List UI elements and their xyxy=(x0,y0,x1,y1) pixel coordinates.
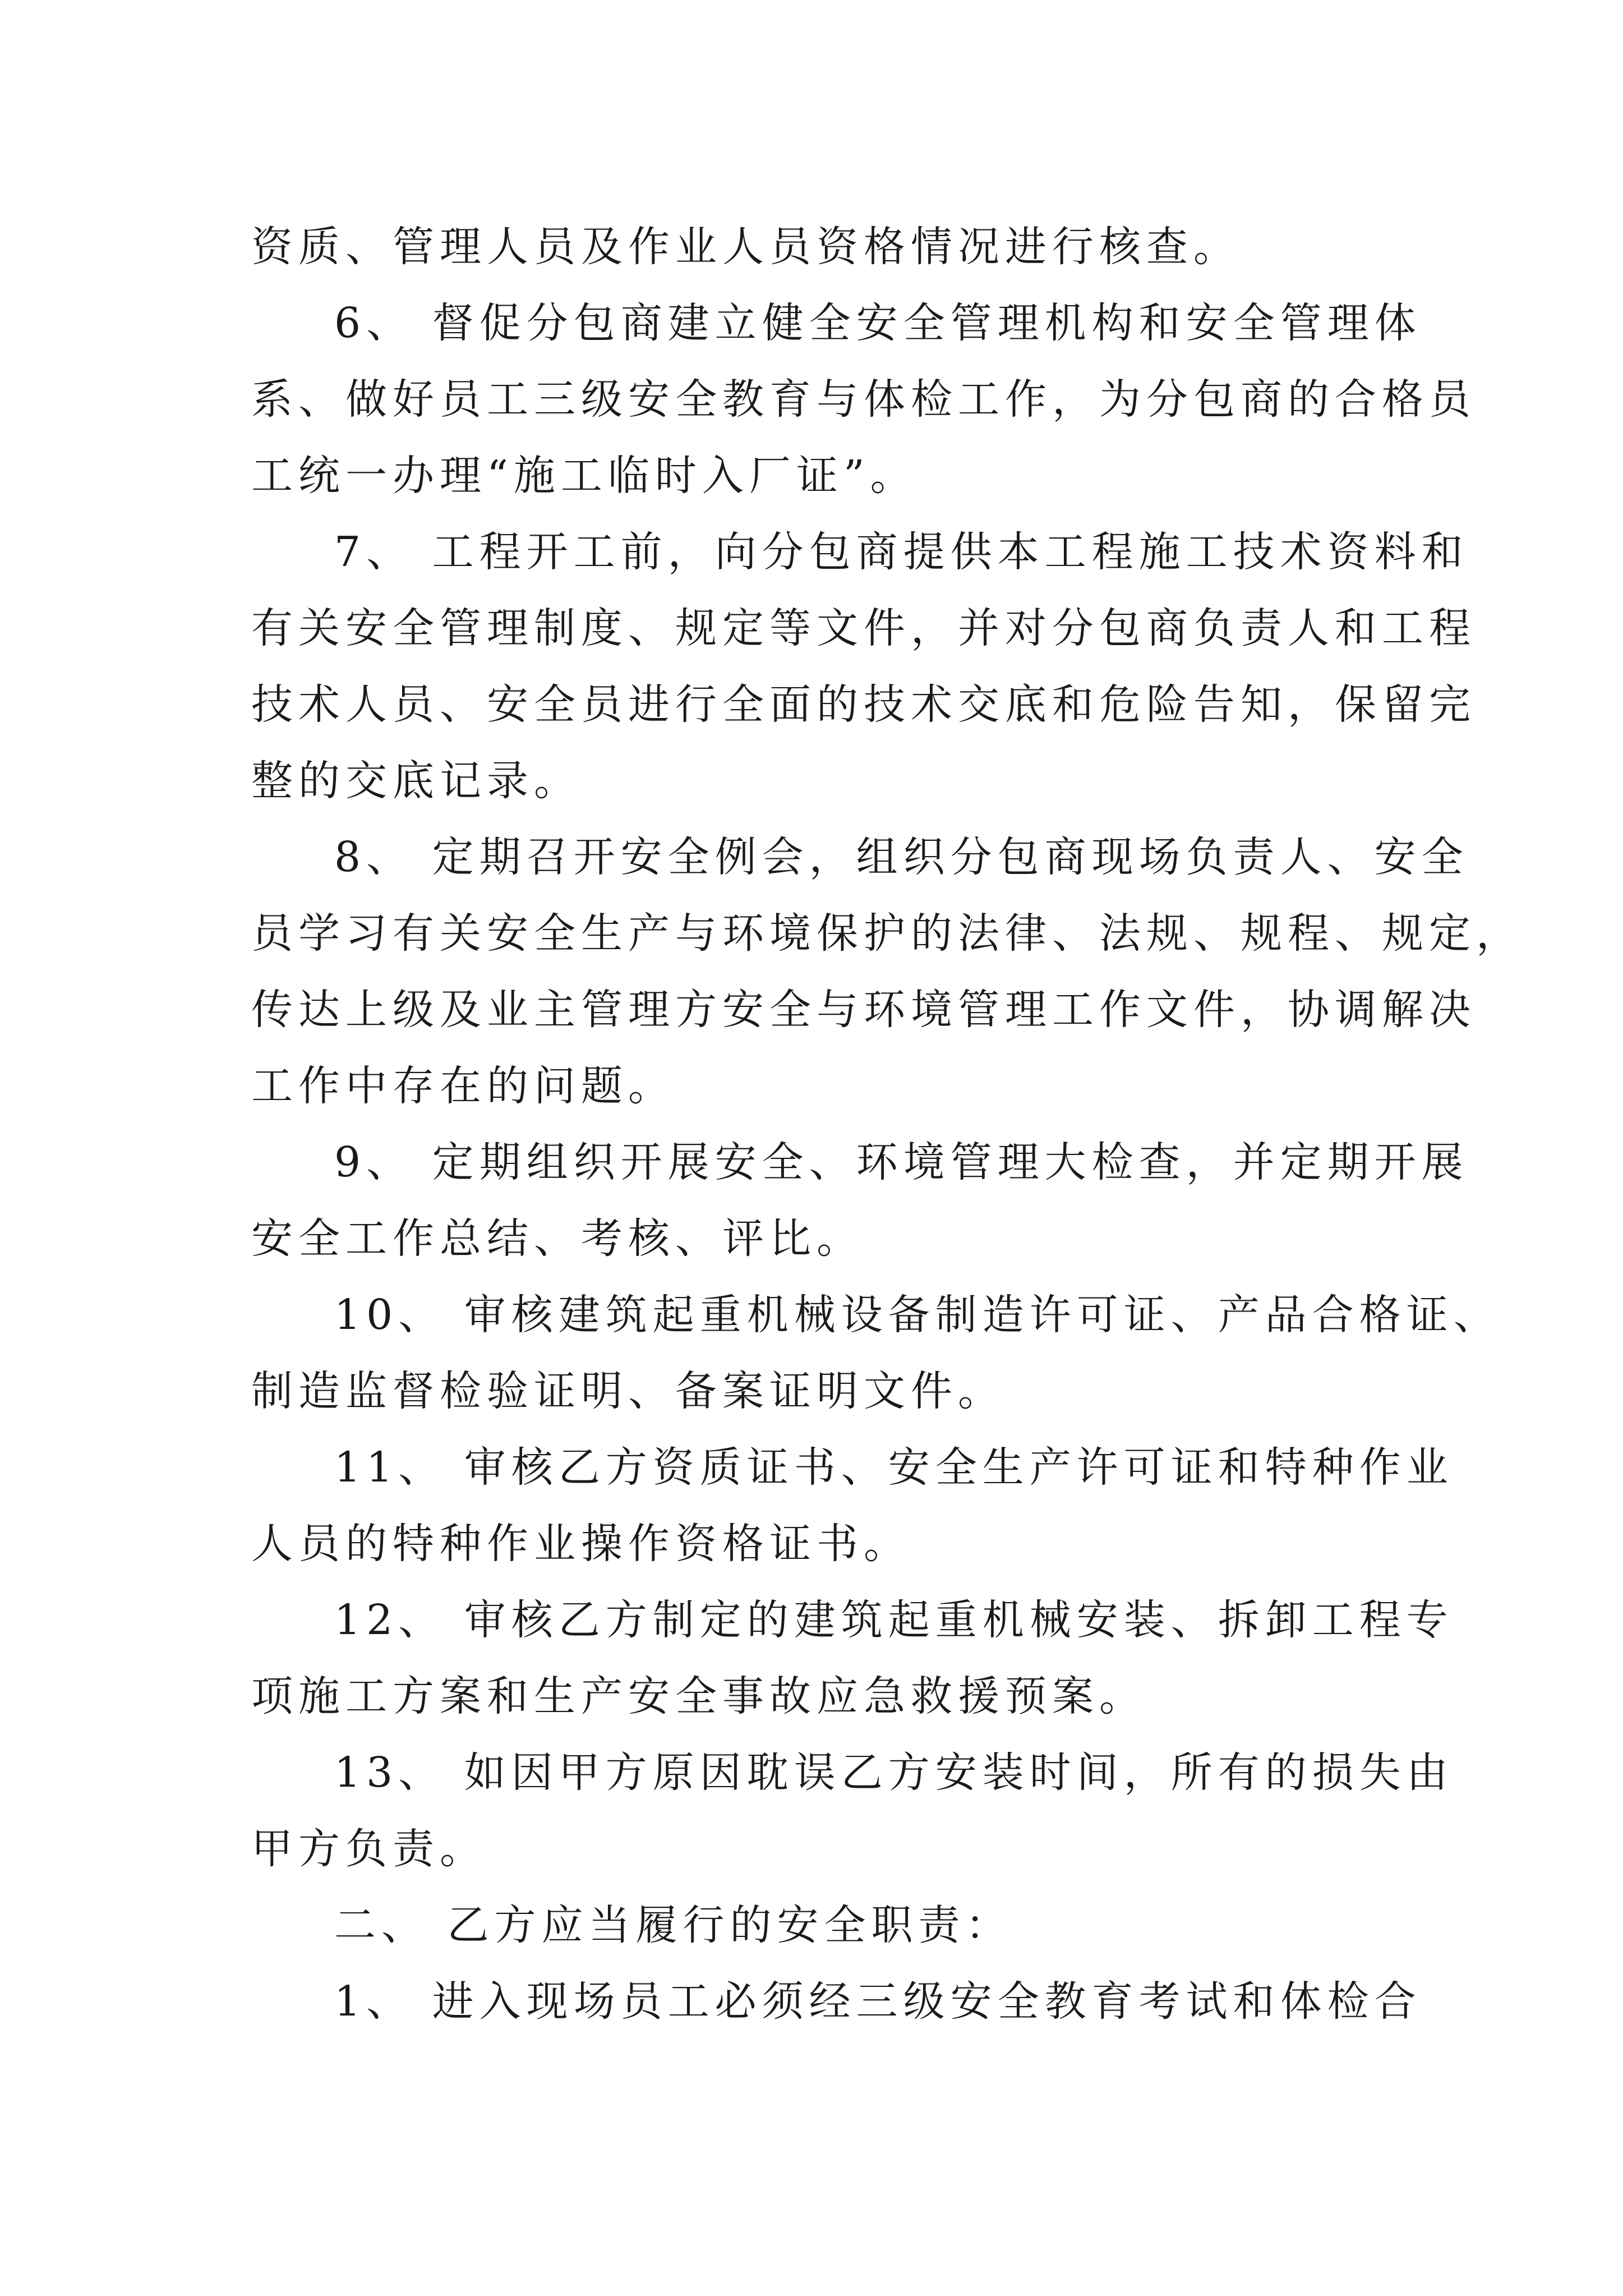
paragraph-line: 制造监督检验证明、备案证明文件。 xyxy=(251,1367,1005,1415)
item-number: 6、 xyxy=(334,299,414,347)
paragraph-text: 督促分包商建立健全安全管理机构和安全管理体 xyxy=(413,299,1422,347)
paragraph-line xyxy=(251,1963,1422,2040)
paragraph-text: 定期召开安全例会，组织分包商现场负责人、安全 xyxy=(413,833,1469,881)
document-page xyxy=(251,209,1523,2040)
section-heading xyxy=(251,1887,1395,1963)
paragraph-line xyxy=(251,285,1422,361)
item-number: 9、 xyxy=(334,1138,414,1186)
paragraph-line xyxy=(251,1734,1454,1811)
paragraph-text: 进入现场员工必须经三级安全教育考试和体检合 xyxy=(413,1977,1422,2026)
paragraph-line: 项施工方案和生产安全事故应急救援预案。 xyxy=(251,1672,1146,1720)
paragraph-line xyxy=(251,1429,1454,1506)
paragraph-line: 甲方负责。 xyxy=(251,1825,487,1873)
paragraph-line xyxy=(251,1277,1501,1353)
paragraph-line xyxy=(251,819,1469,895)
paragraph-text: 审核建筑起重机械设备制造许可证、产品合格证、 xyxy=(445,1291,1501,1339)
section-number: 二、 xyxy=(334,1901,428,1949)
paragraph-line: 有关安全管理制度、规定等文件，并对分包商负责人和工程 xyxy=(251,604,1476,652)
paragraph-text: 工程开工前，向分包商提供本工程施工技术资料和 xyxy=(413,528,1469,576)
section-title: 乙方应当履行的安全职责： xyxy=(428,1901,1013,1949)
paragraph-line xyxy=(251,514,1469,590)
paragraph-line: 传达上级及业主管理方安全与环境管理工作文件，协调解决 xyxy=(251,986,1476,1034)
item-number: 7、 xyxy=(334,528,414,576)
item-number: 10、 xyxy=(334,1291,446,1339)
paragraph-line xyxy=(251,1582,1454,1658)
paragraph-text: 审核乙方制定的建筑起重机械安装、拆卸工程专 xyxy=(445,1596,1454,1644)
paragraph-text: 审核乙方资质证书、安全生产许可证和特种作业 xyxy=(445,1443,1454,1492)
paragraph-line: 技术人员、安全员进行全面的技术交底和危险告知，保留完 xyxy=(251,680,1476,729)
paragraph-text: 如因甲方原因耽误乙方安装时间，所有的损失由 xyxy=(445,1749,1454,1797)
item-number: 13、 xyxy=(334,1749,446,1797)
paragraph-line: 系、做好员工三级安全教育与体检工作，为分包商的合格员 xyxy=(251,375,1476,424)
paragraph-line: 工统一办理“施工临时入厂证”。 xyxy=(251,452,917,500)
item-number: 11、 xyxy=(334,1443,446,1492)
paragraph-line: 整的交底记录。 xyxy=(251,757,581,805)
paragraph-line: 员学习有关安全生产与环境保护的法律、法规、规程、规定， xyxy=(251,909,1523,958)
paragraph-text: 定期组织开展安全、环境管理大检查，并定期开展 xyxy=(413,1138,1469,1186)
paragraph-line: 资质、管理人员及作业人员资格情况进行核查。 xyxy=(251,223,1241,271)
paragraph-line: 安全工作总结、考核、评比。 xyxy=(251,1214,864,1263)
paragraph-line: 工作中存在的问题。 xyxy=(251,1062,675,1110)
item-number: 8、 xyxy=(334,833,414,881)
paragraph-line: 人员的特种作业操作资格证书。 xyxy=(251,1520,911,1568)
item-number: 12、 xyxy=(334,1596,446,1644)
item-number: 1、 xyxy=(334,1977,414,2026)
paragraph-line xyxy=(251,1124,1469,1200)
